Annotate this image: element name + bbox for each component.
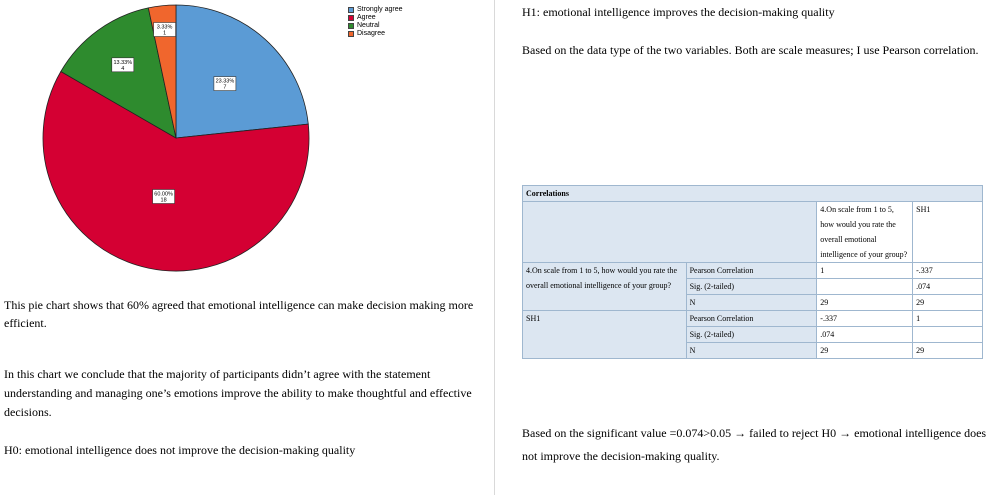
legend-label: Agree [357, 14, 376, 21]
slice-count-label: 1 [163, 30, 167, 37]
slice-data-label [214, 77, 236, 91]
legend-swatch [348, 23, 354, 29]
slice-percent-label: 13.33% [113, 59, 133, 66]
slice-count-label: 18 [160, 197, 167, 204]
value-cell: .074 [817, 327, 913, 343]
legend-item-neutral [348, 22, 403, 30]
h1-hypothesis: H1: emotional intelligence improves the decision-making quality [522, 5, 835, 19]
legend-swatch [348, 31, 354, 37]
slice-data-label [153, 190, 175, 204]
right-page [496, 0, 1000, 495]
slice-percent-label: 60.00% [154, 191, 173, 198]
row-var-q4: 4.On scale from 1 to 5, how would you rate the overall emotional intelligence of your group? [523, 263, 687, 311]
method-paragraph: Based on the data type of the two variables. Both are scale measures; I use Pearson correlation. [522, 43, 979, 57]
slice-count-label: 4 [121, 65, 125, 72]
stat-label: Sig. (2-tailed) [686, 279, 817, 295]
col-header-sh1: SH1 [913, 202, 983, 263]
table-title: Correlations [523, 186, 983, 202]
legend-label: Neutral [357, 22, 380, 29]
legend-label: Strongly agree [357, 6, 403, 13]
legend-swatch [348, 15, 354, 21]
value-cell [817, 279, 913, 295]
left-page [0, 0, 494, 495]
pie-summary-paragraph: This pie chart shows that 60% agreed that emotional intelligence can make decision making more efficient. [4, 298, 474, 330]
stat-label: N [686, 343, 817, 359]
table-corner-cell [523, 202, 817, 263]
value-cell: 29 [817, 295, 913, 311]
stat-label: Sig. (2-tailed) [686, 327, 817, 343]
value-cell: -.337 [817, 311, 913, 327]
table-row [523, 311, 983, 327]
pie-legend [348, 6, 403, 38]
value-cell: -.337 [913, 263, 983, 279]
stat-label: Pearson Correlation [686, 311, 817, 327]
legend-label: Disagree [357, 30, 386, 37]
legend-item-strongly-agree [348, 6, 403, 14]
pie-chart [0, 0, 494, 290]
value-cell: .074 [913, 279, 983, 295]
slice-data-label [154, 23, 176, 37]
slice-strongly-agree [176, 5, 308, 138]
h0-hypothesis: H0: emotional intelligence does not improve the decision-making quality [4, 443, 356, 457]
slice-count-label: 7 [223, 84, 227, 91]
col-header-q4: 4.On scale from 1 to 5, how would you rate the overall emotional intelligence of your group? [817, 202, 913, 263]
legend-item-agree [348, 14, 403, 22]
legend-item-disagree [348, 30, 403, 38]
table-row [523, 263, 983, 279]
correlations-table [522, 185, 983, 359]
value-cell: 29 [913, 343, 983, 359]
slice-percent-label: 3.33% [156, 24, 173, 31]
value-cell: 29 [913, 295, 983, 311]
value-cell: 29 [817, 343, 913, 359]
page-divider [494, 0, 495, 495]
slice-data-label [112, 58, 134, 72]
stat-label: Pearson Correlation [686, 263, 817, 279]
slice-percent-label: 23.33% [215, 78, 235, 85]
result-conclusion: Based on the significant value =0.074>0.05 → failed to reject H0 → emotional intelligence does not improve the decision-making quality. [522, 426, 987, 463]
row-var-sh1: SH1 [523, 311, 687, 359]
stat-label: N [686, 295, 817, 311]
value-cell: 1 [817, 263, 913, 279]
value-cell [913, 327, 983, 343]
value-cell: 1 [913, 311, 983, 327]
conclusion-paragraph: In this chart we conclude that the majority of participants didn’t agree with the statement understanding and managing one’s emotions improve the ability to make thoughtful and effective decisions. [4, 367, 472, 419]
legend-swatch [348, 7, 354, 13]
